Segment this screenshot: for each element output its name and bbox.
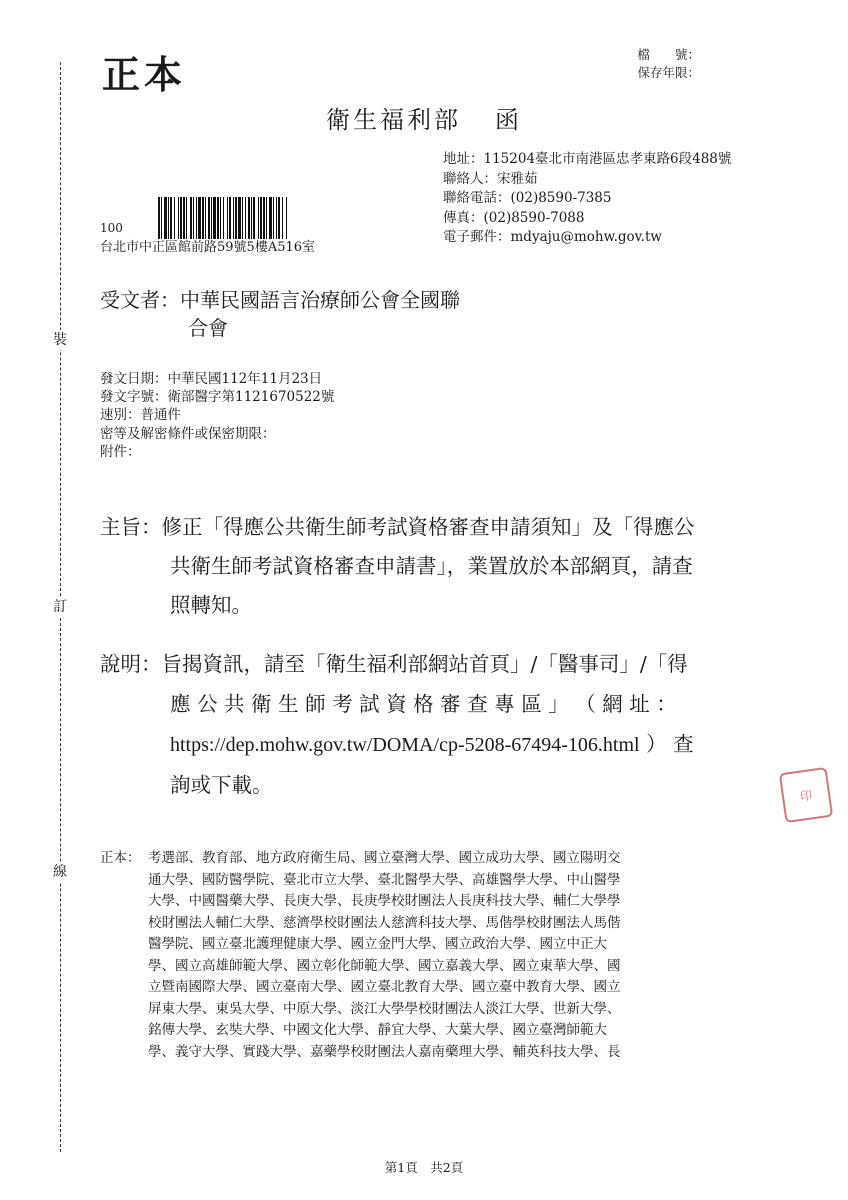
seal-text: 印 bbox=[799, 787, 813, 804]
cc-line: 銘傳大學、玄奘大學、中國文化大學、靜宜大學、大葉大學、國立臺灣師範大 bbox=[148, 1022, 607, 1038]
archive-info bbox=[637, 46, 700, 82]
postal-code: 100 bbox=[100, 221, 123, 235]
document-type: 函 bbox=[495, 106, 522, 134]
cc-line: 學、國立高雄師範大學、國立彰化師範大學、國立嘉義大學、國立東華大學、國 bbox=[148, 957, 621, 974]
sender-fax: 傳真：(02)8590-7088 bbox=[443, 209, 585, 226]
recipient bbox=[100, 286, 460, 342]
cc-line: 醫學院、國立臺北護理健康大學、國立金門大學、國立政治大學、國立中正大 bbox=[148, 936, 607, 952]
recipient-name-line2: 合會 bbox=[188, 316, 228, 340]
explanation-tail: ） 查 bbox=[646, 732, 694, 756]
binding-mark-bottom: 線 bbox=[50, 862, 70, 882]
cc-list bbox=[148, 848, 748, 1063]
recipient-name-line1: 中華民國語言治療師公會全國聯 bbox=[180, 288, 460, 312]
attachment: 附件： bbox=[100, 443, 141, 460]
document-metadata bbox=[100, 370, 334, 461]
explanation-line: 詢或下載。 bbox=[170, 773, 273, 797]
retention-label: 保存年限： bbox=[637, 65, 700, 80]
subject-line: 共衛生師考試資格審查申請書」，業置放於本部網頁，請查 bbox=[170, 554, 693, 578]
explanation bbox=[100, 644, 760, 805]
delivery-speed: 速別：普通件 bbox=[100, 407, 181, 424]
sender-info bbox=[443, 150, 731, 248]
cc-line: 考選部、教育部、地方政府衛生局、國立臺灣大學、國立成功大學、國立陽明交 bbox=[148, 850, 621, 866]
binding-mark-top: 裝 bbox=[50, 330, 70, 350]
secrecy-level: 密等及解密條件或保密期限： bbox=[100, 425, 276, 442]
document-number: 發文字號：衛部醫字第1121670522號 bbox=[100, 389, 335, 406]
sender-contact: 聯絡人：宋雅茹 bbox=[443, 170, 538, 187]
explanation-line bbox=[100, 724, 760, 765]
sender-email: 電子郵件：mdyaju@mohw.gov.tw bbox=[443, 229, 662, 245]
subject-line: 照轉知。 bbox=[170, 593, 252, 617]
explanation-line: 說明：旨揭資訊，請至「衛生福利部網站首頁」/「醫事司」/「得 bbox=[100, 652, 688, 676]
recipient-address: 台北市中正區館前路59號5樓A516室 bbox=[100, 240, 316, 255]
agency-name: 衛生福利部 bbox=[326, 106, 461, 134]
explanation-line: 應 公 共 衛 生 師 考 試 資 格 審 查 專 區 」 （ 網 址 ： bbox=[170, 692, 677, 716]
cc-line: 立暨南國際大學、國立臺南大學、國立臺北教育大學、國立臺中教育大學、國立 bbox=[148, 979, 621, 995]
issue-date: 發文日期：中華民國112年11月23日 bbox=[100, 371, 323, 387]
cc-line: 大學、中國醫藥大學、長庚大學、長庚學校財團法人長庚科技大學、輔仁大學學 bbox=[148, 893, 621, 909]
binding-mark-middle: 訂 bbox=[50, 597, 70, 617]
seal-stamp bbox=[779, 767, 833, 823]
document-title bbox=[0, 100, 848, 135]
subject-line: 主旨：修正「得應公共衛生師考試資格審查申請須知」及「得應公 bbox=[100, 515, 695, 539]
cc-line: 校財團法人輔仁大學、慈濟學校財團法人慈濟科技大學、馬偕學校財團法人馬偕 bbox=[148, 914, 621, 931]
sender-phone: 聯絡電話：(02)8590-7385 bbox=[443, 190, 612, 206]
cc-line: 屏東大學、東吳大學、中原大學、淡江大學學校財團法人淡江大學、世新大學、 bbox=[148, 1000, 621, 1017]
page-number: 第1頁 共2頁 bbox=[384, 1160, 464, 1175]
sender-address: 地址：115204臺北市南港區忠孝東路6段488號 bbox=[443, 151, 732, 167]
cc-line: 學、義守大學、實踐大學、嘉藥學校財團法人嘉南藥理大學、輔英科技大學、長 bbox=[148, 1043, 621, 1060]
copy-mark: 正本 bbox=[102, 52, 187, 97]
subject bbox=[100, 508, 760, 625]
barcode bbox=[158, 197, 356, 239]
cc-label: 正本： bbox=[100, 850, 141, 866]
recipient-label: 受文者： bbox=[100, 288, 180, 312]
file-number-label: 檔 號： bbox=[637, 47, 700, 62]
reference-url[interactable]: https://dep.mohw.gov.tw/DOMA/cp-5208-67494-106.html bbox=[170, 734, 640, 756]
cc-line: 通大學、國防醫學院、臺北市立大學、臺北醫學大學、高雄醫學大學、中山醫學 bbox=[148, 871, 621, 888]
